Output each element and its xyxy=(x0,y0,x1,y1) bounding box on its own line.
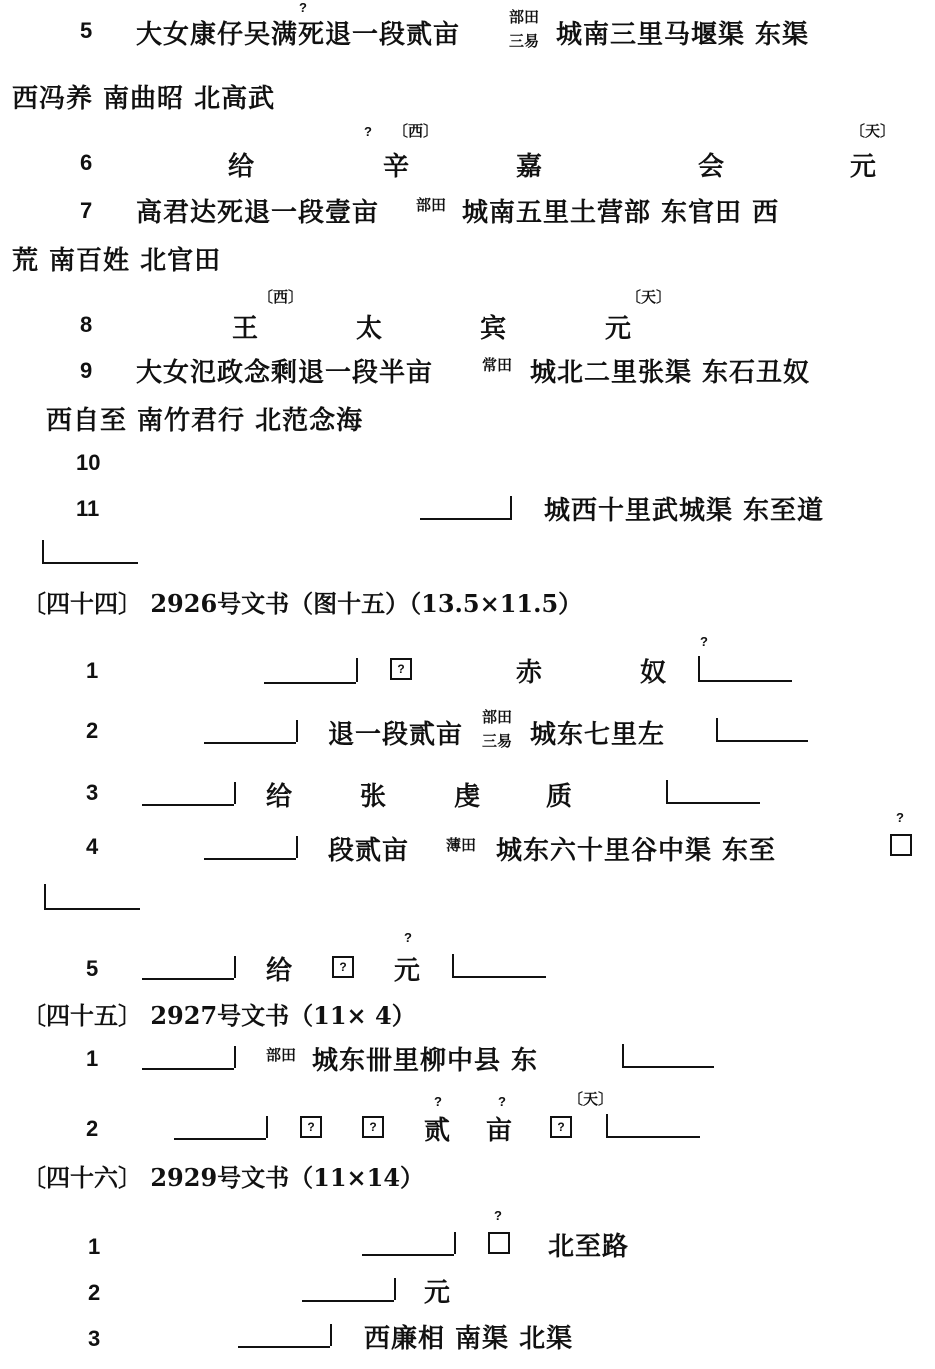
line-text: 贰 xyxy=(424,1116,452,1146)
line-text: 元 xyxy=(605,314,633,344)
lacuna-bracket xyxy=(420,518,512,520)
line-number: 4 xyxy=(86,834,99,859)
illegible-char-box xyxy=(890,834,912,856)
section-header: 〔四十四〕 2926号文书（图十五）（13.5×11.5） xyxy=(22,589,583,618)
restoration-note: 〔西〕 xyxy=(258,288,304,306)
line-number: 2 xyxy=(86,718,99,743)
line-text: 北至路 xyxy=(548,1232,630,1262)
lacuna-bracket xyxy=(264,682,356,684)
line-text: 城南三里马堰渠 东渠 xyxy=(556,20,810,50)
lacuna-bracket xyxy=(238,1346,330,1348)
field-type-note: 常田 xyxy=(482,356,513,374)
uncertain-mark: ? xyxy=(700,634,708,649)
line-text: 亩 xyxy=(486,1116,514,1146)
line-text: 元 xyxy=(850,152,878,182)
line-text: 会 xyxy=(698,152,726,182)
lacuna-bracket xyxy=(266,1116,268,1138)
line-text: 奴 xyxy=(640,658,668,688)
lacuna-bracket xyxy=(622,1066,714,1068)
lacuna-bracket xyxy=(356,658,358,682)
line-number: 2 xyxy=(88,1280,101,1305)
uncertain-mark: ? xyxy=(404,930,412,945)
restoration-note: 〔西〕 xyxy=(393,122,439,140)
restoration-note: 〔天〕 xyxy=(850,122,896,140)
field-type-note: 部田 xyxy=(509,8,540,26)
uncertain-mark: ? xyxy=(364,124,372,139)
lacuna-bracket xyxy=(302,1300,394,1302)
line-text: 城西十里武城渠 东至道 xyxy=(544,496,825,526)
line-text: 太 xyxy=(356,314,384,344)
lacuna-bracket xyxy=(174,1138,266,1140)
line-number: 11 xyxy=(76,496,100,521)
uncertain-mark: ? xyxy=(434,1094,442,1109)
line-number: 10 xyxy=(76,450,101,475)
line-text: 西廉相 南渠 北渠 xyxy=(364,1324,574,1354)
line-text: 高君达死退一段壹亩 xyxy=(136,198,380,228)
line-text: 段贰亩 xyxy=(328,836,410,866)
line-text: 元 xyxy=(424,1278,452,1308)
restoration-note: 〔天〕 xyxy=(626,288,672,306)
line-number: 9 xyxy=(80,358,93,383)
lacuna-bracket xyxy=(452,976,546,978)
lacuna-bracket xyxy=(142,978,234,980)
line-number: 1 xyxy=(86,658,99,683)
line-text: 元 xyxy=(394,956,422,986)
line-number: 2 xyxy=(86,1116,99,1141)
line-text: 质 xyxy=(546,782,574,812)
field-type-note: 薄田 xyxy=(446,836,477,854)
line-number: 1 xyxy=(86,1046,99,1071)
line-number: 3 xyxy=(88,1326,101,1351)
lacuna-bracket xyxy=(42,540,44,562)
line-text: 城东卌里柳中县 东 xyxy=(312,1046,539,1076)
line-text: 给 xyxy=(266,956,294,986)
line-text: 荒 南百姓 北官田 xyxy=(12,246,222,276)
line-text: 西自至 南竹君行 北范念海 xyxy=(46,406,364,436)
line-text: 西冯养 南曲昭 北高武 xyxy=(12,84,276,114)
line-text: 城东七里左 xyxy=(530,720,666,750)
line-text: 给 xyxy=(266,782,294,812)
uncertain-mark: ? xyxy=(299,0,307,15)
lacuna-bracket xyxy=(234,1046,236,1068)
lacuna-bracket xyxy=(234,956,236,978)
lacuna-bracket xyxy=(716,740,808,742)
line-number: 5 xyxy=(86,956,99,981)
lacuna-bracket xyxy=(698,680,792,682)
section-header: 〔四十六〕 2929号文书（11×14） xyxy=(22,1163,425,1192)
line-text: 城东六十里谷中渠 东至 xyxy=(496,836,777,866)
uncertain-mark: ? xyxy=(896,810,904,825)
lacuna-bracket xyxy=(606,1136,700,1138)
field-type-note: 部田 xyxy=(482,708,513,726)
illegible-char-box: ? xyxy=(550,1116,572,1138)
line-text: 辛 xyxy=(383,152,411,182)
lacuna-bracket xyxy=(296,836,298,858)
line-text: 大女康仔㕦满死退一段贰亩 xyxy=(136,20,461,50)
lacuna-bracket xyxy=(666,780,668,802)
line-text: 城南五里土营部 东官田 西 xyxy=(462,198,780,228)
lacuna-bracket xyxy=(204,742,296,744)
line-text: 退一段贰亩 xyxy=(328,720,464,750)
illegible-char-box: ? xyxy=(362,1116,384,1138)
lacuna-bracket xyxy=(330,1324,332,1346)
field-type-note: 三易 xyxy=(482,732,513,750)
field-type-note: 三易 xyxy=(509,32,540,50)
line-number: 3 xyxy=(86,780,99,805)
line-text: 给 xyxy=(228,152,256,182)
illegible-char-box: ? xyxy=(300,1116,322,1138)
line-text: 王 xyxy=(232,314,260,344)
lacuna-bracket xyxy=(204,858,296,860)
lacuna-bracket xyxy=(296,720,298,742)
lacuna-bracket xyxy=(716,718,718,740)
line-text: 嘉 xyxy=(516,152,544,182)
line-number: 5 xyxy=(80,18,93,43)
lacuna-bracket xyxy=(622,1044,624,1066)
lacuna-bracket xyxy=(142,804,234,806)
lacuna-bracket xyxy=(44,908,140,910)
uncertain-mark: ? xyxy=(498,1094,506,1109)
lacuna-bracket xyxy=(142,1068,234,1070)
illegible-char-box xyxy=(488,1232,510,1254)
lacuna-bracket xyxy=(44,884,46,908)
illegible-char-box: ? xyxy=(390,658,412,680)
lacuna-bracket xyxy=(454,1232,456,1254)
field-type-note: 部田 xyxy=(266,1046,297,1064)
lacuna-bracket xyxy=(698,656,700,680)
field-type-note: 部田 xyxy=(416,196,447,214)
line-number: 1 xyxy=(88,1234,101,1259)
line-text: 城北二里张渠 东石丑奴 xyxy=(530,358,811,388)
lacuna-bracket xyxy=(606,1114,608,1136)
illegible-char-box: ? xyxy=(332,956,354,978)
uncertain-mark: ? xyxy=(494,1208,502,1223)
line-text: 大女氾政念剩退一段半亩 xyxy=(136,358,434,388)
lacuna-bracket xyxy=(666,802,760,804)
lacuna-bracket xyxy=(452,954,454,976)
section-header: 〔四十五〕 2927号文书（11× 4） xyxy=(22,1001,416,1030)
lacuna-bracket xyxy=(510,496,512,518)
lacuna-bracket xyxy=(394,1278,396,1300)
line-text: 赤 xyxy=(516,658,544,688)
line-text: 张 xyxy=(360,782,388,812)
line-number: 8 xyxy=(80,312,93,337)
lacuna-bracket xyxy=(234,782,236,804)
line-number: 6 xyxy=(80,150,93,175)
lacuna-bracket xyxy=(362,1254,454,1256)
line-text: 虔 xyxy=(454,782,482,812)
line-text: 宾 xyxy=(480,314,508,344)
lacuna-bracket xyxy=(42,562,138,564)
line-number: 7 xyxy=(80,198,93,223)
restoration-note: 〔天〕 xyxy=(568,1090,614,1108)
